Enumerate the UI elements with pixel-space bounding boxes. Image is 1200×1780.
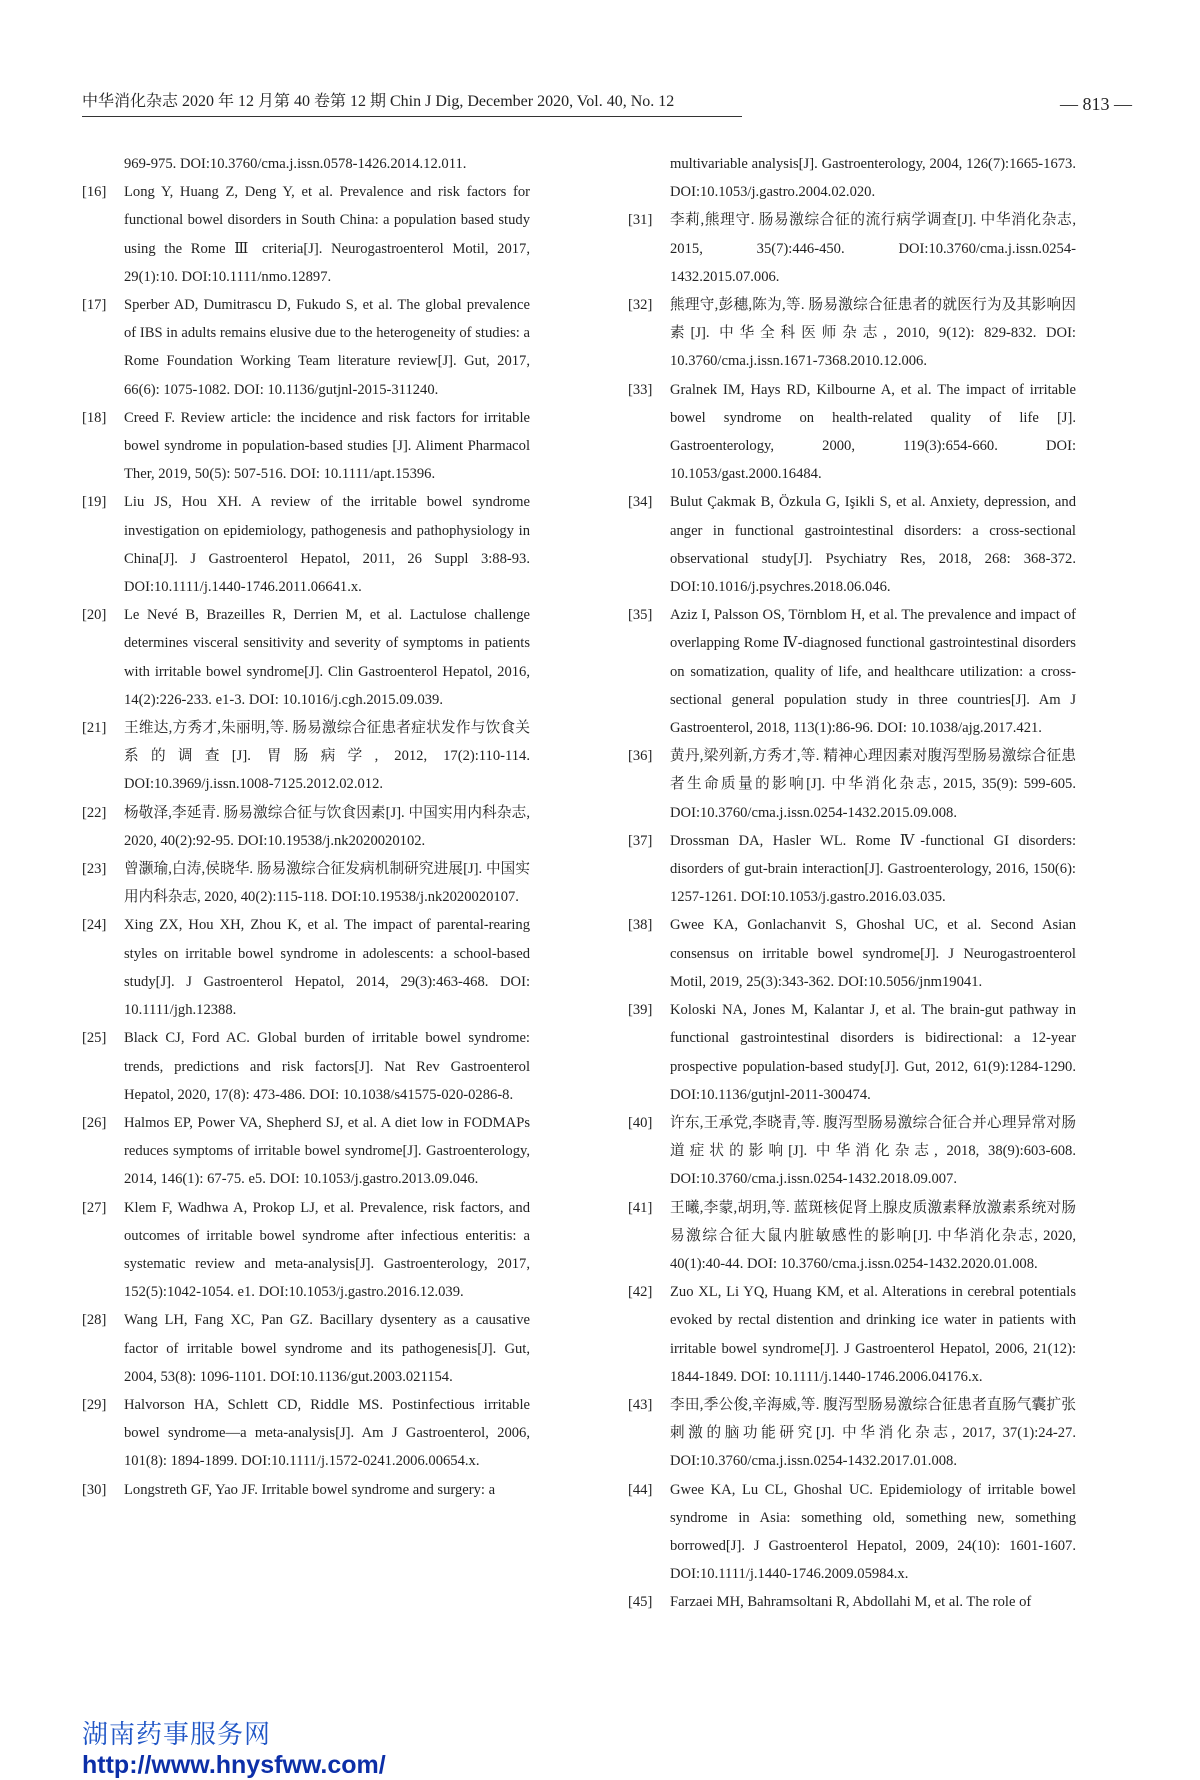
reference-number: [18] <box>82 409 107 426</box>
reference-number: [34] <box>628 494 653 511</box>
reference-item <box>628 996 1076 1109</box>
reference-text: 熊理守,彭穗,陈为,等. 肠易激综合征患者的就医行为及其影响因素[J]. 中华全科医师杂志, 2010, 9(12): 829-832. DOI: 10.3760/cma.j.issn.1671-7368.2010.12.006. <box>670 297 1076 370</box>
reference-text: Long Y, Huang Z, Deng Y, et al. Prevalence and risk factors for functional bowel disorders in South China: a population based study using the Rome Ⅲ criteria[J]. Neurogastroenterol Motil, 2017, 29(1):10. DOI:10.1111/nmo.12897. <box>124 184 530 285</box>
reference-number: [26] <box>82 1114 107 1131</box>
watermark-title: 湖南药事服务网 <box>82 1719 272 1749</box>
reference-continuation: 969-975. DOI:10.3760/cma.j.issn.0578-1426.2014.12.011. <box>124 156 467 172</box>
reference-text: Le Nevé B, Brazeilles R, Derrien M, et al. Lactulose challenge determines visceral sensitivity and severity of symptoms in patients with irritable bowel syndrome[J]. Clin Gastroenterol Hepatol, 2016, 14(2):226-233. e1-3. DOI: 10.1016/j.cgh.2015.09.039. <box>124 607 530 708</box>
reference-text: Black CJ, Ford AC. Global burden of irritable bowel syndrome: trends, predictions and risk factors[J]. Nat Rev Gastroenterol Hepatol, 2020, 17(8): 473-486. DOI: 10.1038/s41575-020-0286-8. <box>124 1030 530 1103</box>
reference-item <box>628 742 1076 827</box>
reference-text: Xing ZX, Hou XH, Zhou K, et al. The impact of parental-rearing styles on irritable bowel syndrome in adolescents: a school-based study[J]. J Gastroenterol Hepatol, 2014, 29(3):463-468. DOI: 10.1111/jgh.12388. <box>124 917 530 1019</box>
reference-item <box>82 1024 530 1109</box>
reference-number: [24] <box>82 917 107 934</box>
reference-text: Liu JS, Hou XH. A review of the irritable bowel syndrome investigation on epidemiology, pathogenesis and pathophysiology in China[J]. J Gastroenterol Hepatol, 2011, 26 Suppl 3:88-93. DOI:10.1111/j.1440-1746.2011.06641.x. <box>124 494 530 596</box>
reference-text: Koloski NA, Jones M, Kalantar J, et al. The brain-gut pathway in functional gastrointestinal disorders is bidirectional: a 12-year prospective population-based study[J]. Gut, 2012, 61(9):1284-1290. DOI:10.1136/gutjnl-2011-300474. <box>670 1002 1076 1103</box>
watermark-url[interactable]: http://www.hnysfww.com/ <box>82 1751 386 1779</box>
reference-number: [31] <box>628 212 653 229</box>
reference-item <box>82 1306 530 1391</box>
reference-item <box>82 1391 530 1476</box>
reference-text: Wang LH, Fang XC, Pan GZ. Bacillary dysentery as a causative factor of irritable bowel syndrome and its pathogenesis[J]. Gut, 2004, 53(8): 1096-1101. DOI:10.1136/gut.2003.021154. <box>124 1312 530 1385</box>
reference-number: [36] <box>628 748 653 765</box>
reference-item <box>628 291 1076 376</box>
reference-text: 王维达,方秀才,朱丽明,等. 肠易激综合征患者症状发作与饮食关系的调查[J]. 胃肠病学, 2012, 17(2):110-114. DOI:10.3969/j.issn.1008-7125.2012.02.012. <box>124 720 530 793</box>
reference-number: [44] <box>628 1481 653 1498</box>
reference-item <box>82 714 530 799</box>
reference-number: [33] <box>628 381 653 398</box>
reference-item <box>82 488 530 601</box>
reference-item <box>628 1109 1076 1194</box>
reference-text: Gwee KA, Lu CL, Ghoshal UC. Epidemiology of irritable bowel syndrome in Asia: something old, something new, something borrowed[J]. J Gastroenterol Hepatol, 2009, 24(10): 1601-1607. DOI:10.1111/j.1440-1746.2009.05984.x. <box>670 1481 1076 1583</box>
reference-item <box>628 827 1076 912</box>
reference-number: [40] <box>628 1114 653 1131</box>
reference-item <box>628 1194 1076 1279</box>
reference-item <box>82 911 530 1024</box>
header-rule <box>82 116 742 117</box>
reference-text: Klem F, Wadhwa A, Prokop LJ, et al. Prevalence, risk factors, and outcomes of irritable bowel syndrome after infectious enteritis: a systematic review and meta-analysis[J]. Gastroenterology, 2017, 152(5):1042-1054. e1. DOI:10.1053/j.gastro.2016.12.039. <box>124 1199 530 1301</box>
reference-item <box>82 799 530 855</box>
reference-number: [29] <box>82 1396 107 1413</box>
reference-text: Creed F. Review article: the incidence and risk factors for irritable bowel syndrome in population-based studies [J]. Aliment Pharmacol Ther, 2019, 50(5): 507-516. DOI: 10.1111/apt.15396. <box>124 409 530 483</box>
reference-number: [30] <box>82 1481 107 1498</box>
reference-item <box>82 1476 530 1504</box>
reference-number: [37] <box>628 832 653 849</box>
reference-item <box>628 206 1076 291</box>
reference-text: Longstreth GF, Yao JF. Irritable bowel syndrome and surgery: a <box>124 1481 496 1498</box>
reference-item <box>82 1109 530 1194</box>
reference-number: [45] <box>628 1594 653 1611</box>
reference-text: 许东,王承党,李晓青,等. 腹泻型肠易激综合征合并心理异常对肠道症状的影响[J]. 中华消化杂志, 2018, 38(9):603-608. DOI:10.3760/cma.j.issn.0254-1432.2018.09.007. <box>670 1114 1076 1188</box>
reference-number: [22] <box>82 804 107 821</box>
reference-item <box>628 1391 1076 1476</box>
reference-text: Zuo XL, Li YQ, Huang KM, et al. Alterations in cerebral potentials evoked by rectal distention and drinking ice water in patients with irritable bowel syndrome[J]. J Gastroenterol Hepatol, 2006, 21(12): 1844-1849. DOI: 10.1111/j.1440-1746.2006.04176.x. <box>670 1284 1076 1385</box>
reference-number: [38] <box>628 917 653 934</box>
reference-text: Halvorson HA, Schlett CD, Riddle MS. Postinfectious irritable bowel syndrome—a meta-analysis[J]. Am J Gastroenterol, 2006, 101(8): 1894-1899. DOI:10.1111/j.1572-0241.2006.00654.x. <box>124 1396 530 1470</box>
reference-text: 李莉,熊理守. 肠易激综合征的流行病学调查[J]. 中华消化杂志, 2015, 35(7):446-450. DOI:10.3760/cma.j.issn.0254-1432.2015.07.006. <box>670 212 1076 285</box>
reference-number: [39] <box>628 1002 653 1019</box>
reference-text: 李田,季公俊,辛海威,等. 腹泻型肠易激综合征患者直肠气囊扩张刺激的脑功能研究[J]. 中华消化杂志, 2017, 37(1):24-27. DOI:10.3760/cma.j.issn.0254-1432.2017.01.008. <box>670 1396 1076 1470</box>
reference-number: [41] <box>628 1199 653 1216</box>
reference-text: Farzaei MH, Bahramsoltani R, Abdollahi M, et al. The role of <box>670 1594 1032 1611</box>
page-header <box>82 82 1132 122</box>
reference-text: 曾灏瑜,白涛,侯晓华. 肠易激综合征发病机制研究进展[J]. 中国实用内科杂志, 2020, 40(2):115-118. DOI:10.19538/j.nk2020020107. <box>124 861 530 906</box>
reference-text: 王曦,李蒙,胡玥,等. 蓝斑核促肾上腺皮质激素释放激素系统对肠易激综合征大鼠内脏敏感性的影响[J]. 中华消化杂志, 2020, 40(1):40-44. DOI: 10.3760/cma.j.issn.0254-1432.2020.01.008. <box>670 1199 1076 1272</box>
reference-text: Drossman DA, Hasler WL. Rome Ⅳ-functional GI disorders: disorders of gut-brain interaction[J]. Gastroenterology, 2016, 150(6): 1257-1261. DOI:10.1053/j.gastro.2016.03.035. <box>670 832 1076 906</box>
reference-item <box>82 178 530 291</box>
reference-number: [23] <box>82 861 107 878</box>
reference-text: Aziz I, Palsson OS, Törnblom H, et al. The prevalence and impact of overlapping Rome Ⅳ-diagnosed functional gastrointestinal disorders on somatization, quality of life, and healthcare utilization: a cross-sectional general population study in three countries[J]. Am J Gastroenterol, 2018, 113(1):86-96. DOI: 10.1038/ajg.2017.421. <box>670 607 1076 737</box>
reference-text: Bulut Çakmak B, Özkula G, Işikli S, et al. Anxiety, depression, and anger in functional gastrointestinal disorders: a cross-sectional observational study[J]. Psychiatry Res, 2018, 268: 368-372. DOI:10.1016/j.psychres.2018.06.046. <box>670 494 1076 596</box>
reference-number: [28] <box>82 1312 107 1329</box>
reference-text: Sperber AD, Dumitrascu D, Fukudo S, et al. The global prevalence of IBS in adults remains elusive due to the heterogeneity of studies: a Rome Foundation Working Team literature review[J]. Gut, 2017, 66(6): 1075-1082. DOI: 10.1136/gutjnl-2015-311240. <box>124 297 530 398</box>
reference-text: Gwee KA, Gonlachanvit S, Ghoshal UC, et al. Second Asian consensus on irritable bowel syndrome[J]. J Neurogastroenterol Motil, 2019, 25(3):343-362. DOI:10.5056/jnm19041. <box>670 917 1076 990</box>
reference-continuation: multivariable analysis[J]. Gastroenterology, 2004, 126(7):1665-1673. DOI:10.1053/j.gastro.2004.02.020. <box>670 156 1076 201</box>
reference-number: [21] <box>82 720 107 737</box>
reference-text: Gralnek IM, Hays RD, Kilbourne A, et al. The impact of irritable bowel syndrome on health-related quality of life [J]. Gastroenterology, 2000, 119(3):654-660. DOI: 10.1053/gast.2000.16484. <box>670 381 1076 483</box>
reference-number: [16] <box>82 184 107 201</box>
reference-number: [42] <box>628 1284 653 1301</box>
reference-item <box>628 1588 1076 1616</box>
reference-number: [35] <box>628 607 653 624</box>
reference-number: [32] <box>628 297 653 314</box>
reference-number: [43] <box>628 1396 653 1413</box>
reference-item <box>628 376 1076 489</box>
reference-item <box>82 404 530 489</box>
reference-number: [19] <box>82 494 107 511</box>
reference-item <box>628 601 1076 742</box>
reference-number: [17] <box>82 297 107 314</box>
reference-item <box>628 488 1076 601</box>
left-column <box>82 150 530 1504</box>
right-column <box>628 150 1076 1617</box>
reference-text: 黄丹,梁列新,方秀才,等. 精神心理因素对腹泻型肠易激综合征患者生命质量的影响[J]. 中华消化杂志, 2015, 35(9): 599-605. DOI:10.3760/cma.j.issn.0254-1432.2015.09.008. <box>670 748 1076 821</box>
reference-item <box>82 291 530 404</box>
reference-text: Halmos EP, Power VA, Shepherd SJ, et al. A diet low in FODMAPs reduces symptoms of irritable bowel syndrome[J]. Gastroenterology, 2014, 146(1): 67-75. e5. DOI: 10.1053/j.gastro.2013.09.046. <box>124 1114 530 1188</box>
page-number: — 813 — <box>1060 94 1132 114</box>
reference-item <box>82 601 530 714</box>
reference-item <box>628 1476 1076 1589</box>
reference-item <box>82 855 530 911</box>
reference-item <box>628 911 1076 996</box>
site-watermark <box>82 1718 386 1780</box>
reference-item <box>82 1194 530 1307</box>
journal-running-head: 中华消化杂志 2020 年 12 月第 40 卷第 12 期 Chin J Dig, December 2020, Vol. 40, No. 12 <box>82 93 675 110</box>
reference-number: [20] <box>82 607 107 624</box>
reference-number: [27] <box>82 1199 107 1216</box>
reference-item <box>628 1278 1076 1391</box>
reference-number: [25] <box>82 1030 107 1047</box>
reference-text: 杨敬泽,李延青. 肠易激综合征与饮食因素[J]. 中国实用内科杂志, 2020, 40(2):92-95. DOI:10.19538/j.nk2020020102. <box>124 804 530 849</box>
